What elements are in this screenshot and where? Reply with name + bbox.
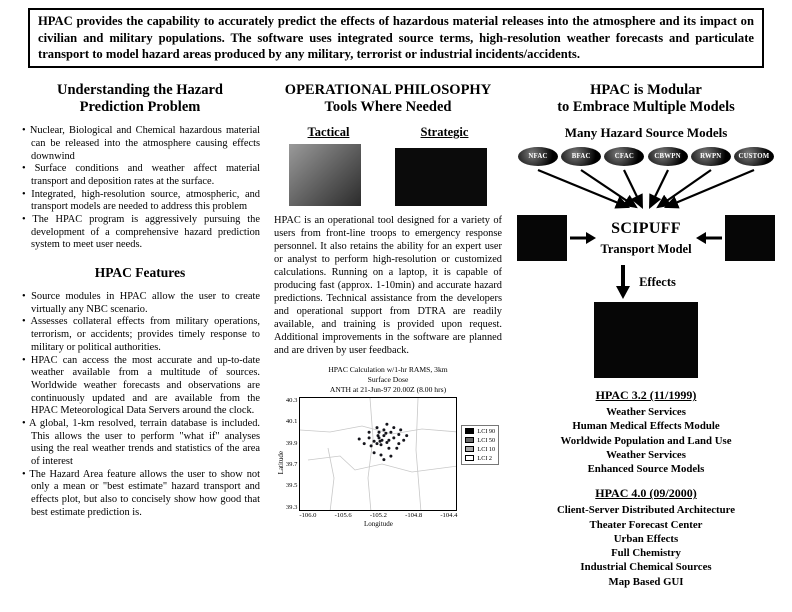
- bullet-item: • Nuclear, Biological and Chemical hazardous material can be released into the atmosphere causing effects downwind: [22, 125, 260, 163]
- hpac-32-items: [516, 405, 776, 476]
- column1-title-line2: Prediction Problem: [79, 99, 201, 116]
- version-item: Client-Server Distributed Architecture: [556, 504, 736, 517]
- legend-swatch: [465, 455, 474, 461]
- x-axis-ticks: [299, 512, 457, 519]
- bullet-item: • The HPAC program is aggressively pursuing the development of a comprehensive hazard prediction system to meet user needs.: [22, 214, 260, 252]
- version-item: Weather Services: [606, 406, 686, 419]
- version-item: Worldwide Population and Land Use: [560, 434, 732, 447]
- plot-wrap: [299, 397, 457, 528]
- chart-title-line2: Surface Dose: [367, 375, 409, 385]
- bullet-item: • The Hazard Area feature allows the user to show not only a mean or "best estimate" hazard transport and effects plot, but also to concisely show how good that best estimate prediction is.: [22, 469, 260, 520]
- x-tick-label: -104.4: [440, 511, 458, 519]
- tactical-label: Tactical: [307, 125, 350, 140]
- y-axis-ticks: [286, 397, 300, 511]
- legend-label: LCI 2: [477, 454, 493, 462]
- y-tick-label: 39.9: [285, 439, 298, 447]
- y-tick-label: 40.3: [285, 396, 298, 404]
- source-model-oval: CUSTOM: [734, 147, 774, 166]
- converging-arrows-icon: [518, 167, 774, 213]
- column3-title: [516, 82, 776, 116]
- scipuff-label: SCIPUFF: [611, 219, 681, 237]
- column-modular: [516, 82, 776, 589]
- legend-item: [465, 455, 495, 462]
- bullet-item: • Source modules in HPAC allow the user to create virtually any NBC scenario.: [22, 291, 260, 316]
- bullet-item: • Assesses collateral effects from military operations, terrorism, or accidents; provides timely response to military or political authorities.: [22, 316, 260, 354]
- version-item: Full Chemistry: [611, 547, 681, 560]
- legend-label: LCI 90: [477, 427, 496, 435]
- scipuff-row: [516, 215, 776, 261]
- hazard-problem-bullets: [20, 125, 260, 252]
- arrow-left-icon: [696, 232, 722, 244]
- transport-model-label: Transport Model: [600, 241, 692, 256]
- tool-labels-row: [272, 125, 504, 140]
- source-model-oval: CFAC: [604, 147, 644, 166]
- y-tick-label: 40.1: [285, 418, 298, 426]
- column2-title: [272, 82, 504, 116]
- legend-label: LCI 10: [477, 445, 496, 453]
- column1-title: [20, 82, 260, 116]
- y-axis-label: Latitude: [276, 450, 285, 474]
- column1-title-line1: Understanding the Hazard: [57, 82, 223, 98]
- legend-swatch: [465, 446, 474, 452]
- legend-swatch: [465, 437, 474, 443]
- y-tick-label: 39.5: [285, 482, 298, 490]
- legend-swatch: [465, 428, 474, 434]
- column2-title-line2: Tools Where Needed: [324, 99, 452, 116]
- hpac-40-block: [516, 486, 776, 589]
- arrow-down-icon: [616, 265, 630, 299]
- x-tick-label: -104.8: [405, 511, 423, 519]
- source-model-oval: BFAC: [561, 147, 601, 166]
- summary-banner: HPAC provides the capability to accurately predict the effects of hazardous material releases into the atmosphere and its impact on civilian and military populations. The software uses integrated source terms, high-resolution weather forecasts and particulate transport to model hazard areas produced by any military, terrorist or industrial incidents/accidents.: [28, 8, 764, 68]
- column3-title-line1: HPAC is Modular: [590, 82, 702, 98]
- version-item: Urban Effects: [613, 532, 679, 545]
- x-tick-label: -106.0: [299, 511, 317, 519]
- model-input-image-right: [725, 215, 775, 261]
- arrow-right-icon: [570, 232, 596, 244]
- philosophy-paragraph: HPAC is an operational tool designed for a variety of users from front-line troops to emergency response personnel. It also retains the ability for an expert user or analyst to perform high-resolution or customized calculations. Running on a laptop, it is capable of producing fast (approx. 1-10min) and accurate hazard predictions. Technical assistance from the developers and operational support from DTRA are readily available, and training is provided upon request. Additional improvements in the software are planned and are driven by user feedback.: [274, 215, 502, 357]
- legend-item: [465, 446, 495, 453]
- source-model-oval: CBWPN: [648, 147, 688, 166]
- legend-item: [465, 428, 495, 435]
- model-input-image-left: [517, 215, 567, 261]
- column-operational-philosophy: [272, 82, 504, 589]
- version-item: Human Medical Effects Module: [572, 420, 720, 433]
- bullet-item: • A global, 1-km resolved, terrain database is included. This allows the user to perform "what if" analyses using the real weather trends and statistics of the area of interest: [22, 418, 260, 469]
- y-tick-label: 39.3: [285, 503, 298, 511]
- tactical-photo: [289, 144, 361, 206]
- version-item: Enhanced Source Models: [587, 463, 705, 476]
- y-tick-label: 39.7: [285, 460, 298, 468]
- effects-output-image: [594, 302, 698, 378]
- source-model-oval: RWPN: [691, 147, 731, 166]
- source-model-oval: NFAC: [518, 147, 558, 166]
- effects-label: Effects: [639, 274, 676, 289]
- source-model-ovals: [518, 147, 774, 166]
- sources-title: Many Hazard Source Models: [564, 125, 728, 141]
- chart-title-line3: ANTH at 21-Jun-97 20.00Z (8.00 hrs): [329, 384, 447, 394]
- dose-plot: [299, 397, 457, 511]
- hpac-40-items: [516, 503, 776, 589]
- dose-plot-points: [358, 422, 409, 460]
- column3-title-line2: to Embrace Multiple Models: [557, 99, 735, 116]
- version-item: Industrial Chemical Sources: [580, 561, 712, 574]
- dose-chart-body: [272, 397, 504, 528]
- bullet-item: • Integrated, high-resolution source, atmospheric, and transport models are needed to address this problem: [22, 189, 260, 214]
- tool-images-row: [272, 144, 504, 206]
- effects-row: [516, 265, 776, 299]
- x-tick-label: -105.2: [369, 511, 387, 519]
- strategic-label: Strategic: [420, 125, 469, 140]
- map-boundary-lines: [300, 398, 457, 511]
- x-axis-label: Longitude: [364, 519, 393, 528]
- strategic-photo: [395, 148, 487, 206]
- bullet-item: • Surface conditions and weather affect material transport and deposition rates at the surface.: [22, 163, 260, 188]
- column2-title-line1: OPERATIONAL PHILOSOPHY: [284, 82, 492, 98]
- content-columns: [20, 82, 776, 589]
- hpac-40-title: HPAC 4.0 (09/2000): [595, 486, 697, 501]
- bullet-item: • HPAC can access the most accurate and up-to-date weather available from a multitude of sources. Worldwide weather forecasts and observations are continuously updated and are available from the HPAC Meteorological Data Servers around the clock.: [22, 355, 260, 418]
- hpac-32-title: HPAC 3.2 (11/1999): [595, 388, 697, 403]
- legend-item: [465, 437, 495, 444]
- features-title: HPAC Features: [94, 265, 186, 281]
- dose-legend: [461, 425, 499, 465]
- x-tick-label: -105.6: [334, 511, 352, 519]
- legend-label: LCI 50: [477, 436, 496, 444]
- chart-title-line1: HPAC Calculation w/1-hr RAMS, 3km: [328, 365, 448, 375]
- version-item: Map Based GUI: [608, 575, 684, 588]
- features-bullets: [20, 291, 260, 519]
- dose-chart: [272, 365, 504, 528]
- hpac-32-block: [516, 388, 776, 476]
- version-item: Weather Services: [606, 448, 686, 461]
- version-item: Theater Forecast Center: [589, 518, 703, 531]
- column-hazard-problem: [20, 82, 260, 589]
- scipuff-stack: [599, 220, 693, 257]
- dose-chart-titles: [272, 365, 504, 395]
